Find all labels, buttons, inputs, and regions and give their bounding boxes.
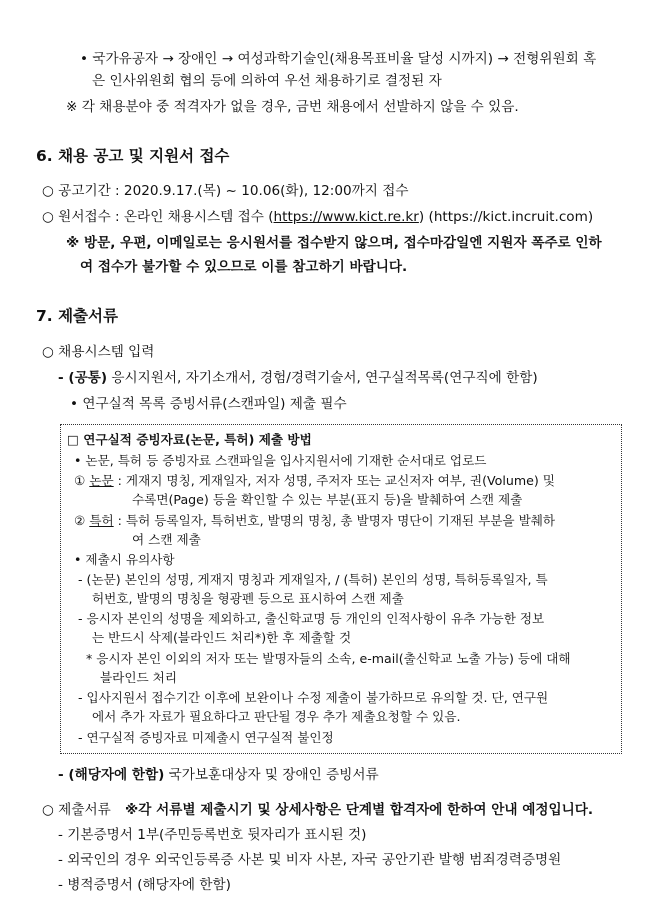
no-hire-note: ※ 각 채용분야 중 적격자가 없을 경우, 금번 채용에서 선발하지 않을 수 있음. [66,99,519,115]
common-text: 응시지원서, 자기소개서, 경험/경력기술서, 연구실적목록(연구직에 한함) [107,370,538,386]
applicable-label: - (해당자에 한함) [58,767,165,783]
common-documents [58,369,538,387]
applicable-documents [58,766,379,784]
paper-text: : 게재지 명칭, 게재일자, 저자 성명, 주저자 또는 교신저자 여부, 권(Volume) 및 [113,473,555,488]
box-line-patent [74,512,555,530]
paper-number: ① [74,473,86,488]
section-6-heading: 6. 채용 공고 및 지원서 접수 [36,147,230,165]
submission-documents [42,801,593,819]
box-line-blind: - 응시자 본인의 성명을 제외하고, 출신학교명 등 개인의 인적사항이 유추 가능한 정보 [78,611,545,626]
box-line-paper [74,472,555,490]
box-line-blind-cont: 는 반드시 삭제(블라인드 처리*)한 후 제출할 것 [92,630,352,645]
box-line-deadline-cont: 에서 추가 자료가 필요하다고 판단될 경우 추가 제출요청할 수 있음. [92,709,461,724]
box-line-cautions: • 제출시 유의사항 [74,552,175,567]
patent-number: ② [74,513,86,528]
common-label: - (공통) [58,370,108,386]
priority-line-1: • 국가유공자 → 장애인 → 여성과학기술인(채용목표비율 달성 시까지) → 전형위원회 혹 [80,51,597,67]
patent-text: : 특허 등록일자, 특허번호, 발명의 명칭, 총 발명자 명단이 기재된 부분을 발췌하 [113,513,556,528]
application-method-suffix: ) (https://kict.incruit.com) [418,209,594,225]
box-line-paper-cont: 수록면(Page) 등을 확인할 수 있는 부분(표지 등)을 발췌하여 스캔 제출 [132,492,523,507]
docs-note: ※각 서류별 제출시기 및 상세사항은 단계별 합격자에 한하여 안내 예정입니다. [125,802,594,818]
box-line-not-recognized: - 연구실적 증빙자료 미제출시 연구실적 불인정 [78,730,334,745]
docs-label: ○ 제출서류 [42,802,111,818]
applicable-text: 국가보훈대상자 및 장애인 증빙서류 [164,767,379,783]
patent-label: 특허 [89,513,114,528]
box-line-coauthors: * 응시자 본인 이외의 저자 또는 발명자들의 소속, e-mail(출신학교 노출 가능) 등에 대해 [86,651,571,666]
system-input: ○ 채용시스템 입력 [42,344,155,360]
posting-period: ○ 공고기간 : 2020.9.17.(목) ~ 10.06(화), 12:00까지 접수 [42,183,409,199]
doc-foreigner: - 외국인의 경우 외국인등록증 사본 및 비자 사본, 자국 공안기관 발행 범죄경력증명원 [58,852,562,868]
box-title: □ 연구실적 증빙자료(논문, 특허) 제출 방법 [67,432,312,447]
application-note-line-2: 여 접수가 불가할 수 있으므로 이를 참고하기 바랍니다. [80,259,408,275]
box-line-highlight: - (논문) 본인의 성명, 게재지 명칭과 게재일자, / (특허) 본인의 성명, 특허등록일자, 특 [78,572,548,587]
box-line-coauthors-cont: 블라인드 처리 [100,670,177,685]
box-line-deadline: - 입사지원서 접수기간 이후에 보완이나 수정 제출이 불가하므로 유의할 것. 단, 연구원 [78,690,549,705]
box-line-upload: • 논문, 특허 등 증빙자료 스캔파일을 입사지원서에 기재한 순서대로 업로드 [74,453,487,468]
application-note-line-1: ※ 방문, 우편, 이메일로는 응시원서를 접수받지 않으며, 접수마감일엔 지원자 폭주로 인하 [66,235,602,251]
doc-military: - 병적증명서 (해당자에 한함) [58,877,231,893]
paper-label: 논문 [89,473,114,488]
kict-link[interactable]: https://www.kict.re.kr [273,209,419,225]
application-method [42,208,593,226]
application-method-prefix: ○ 원서접수 : 온라인 채용시스템 접수 ( [42,209,274,225]
doc-basic-certificate: - 기본증명서 1부(주민등록번호 뒷자리가 표시된 것) [58,827,367,843]
priority-line-2: 은 인사위원회 협의 등에 의하여 우선 채용하기로 결정된 자 [92,73,442,89]
section-7-heading: 7. 제출서류 [36,307,118,325]
research-note: • 연구실적 목록 증빙서류(스캔파일) 제출 필수 [70,396,347,412]
box-line-highlight-cont: 허번호, 발명의 명칭을 형광펜 등으로 표시하여 스캔 제출 [92,591,404,606]
box-line-patent-cont: 여 스캔 제출 [132,532,201,547]
